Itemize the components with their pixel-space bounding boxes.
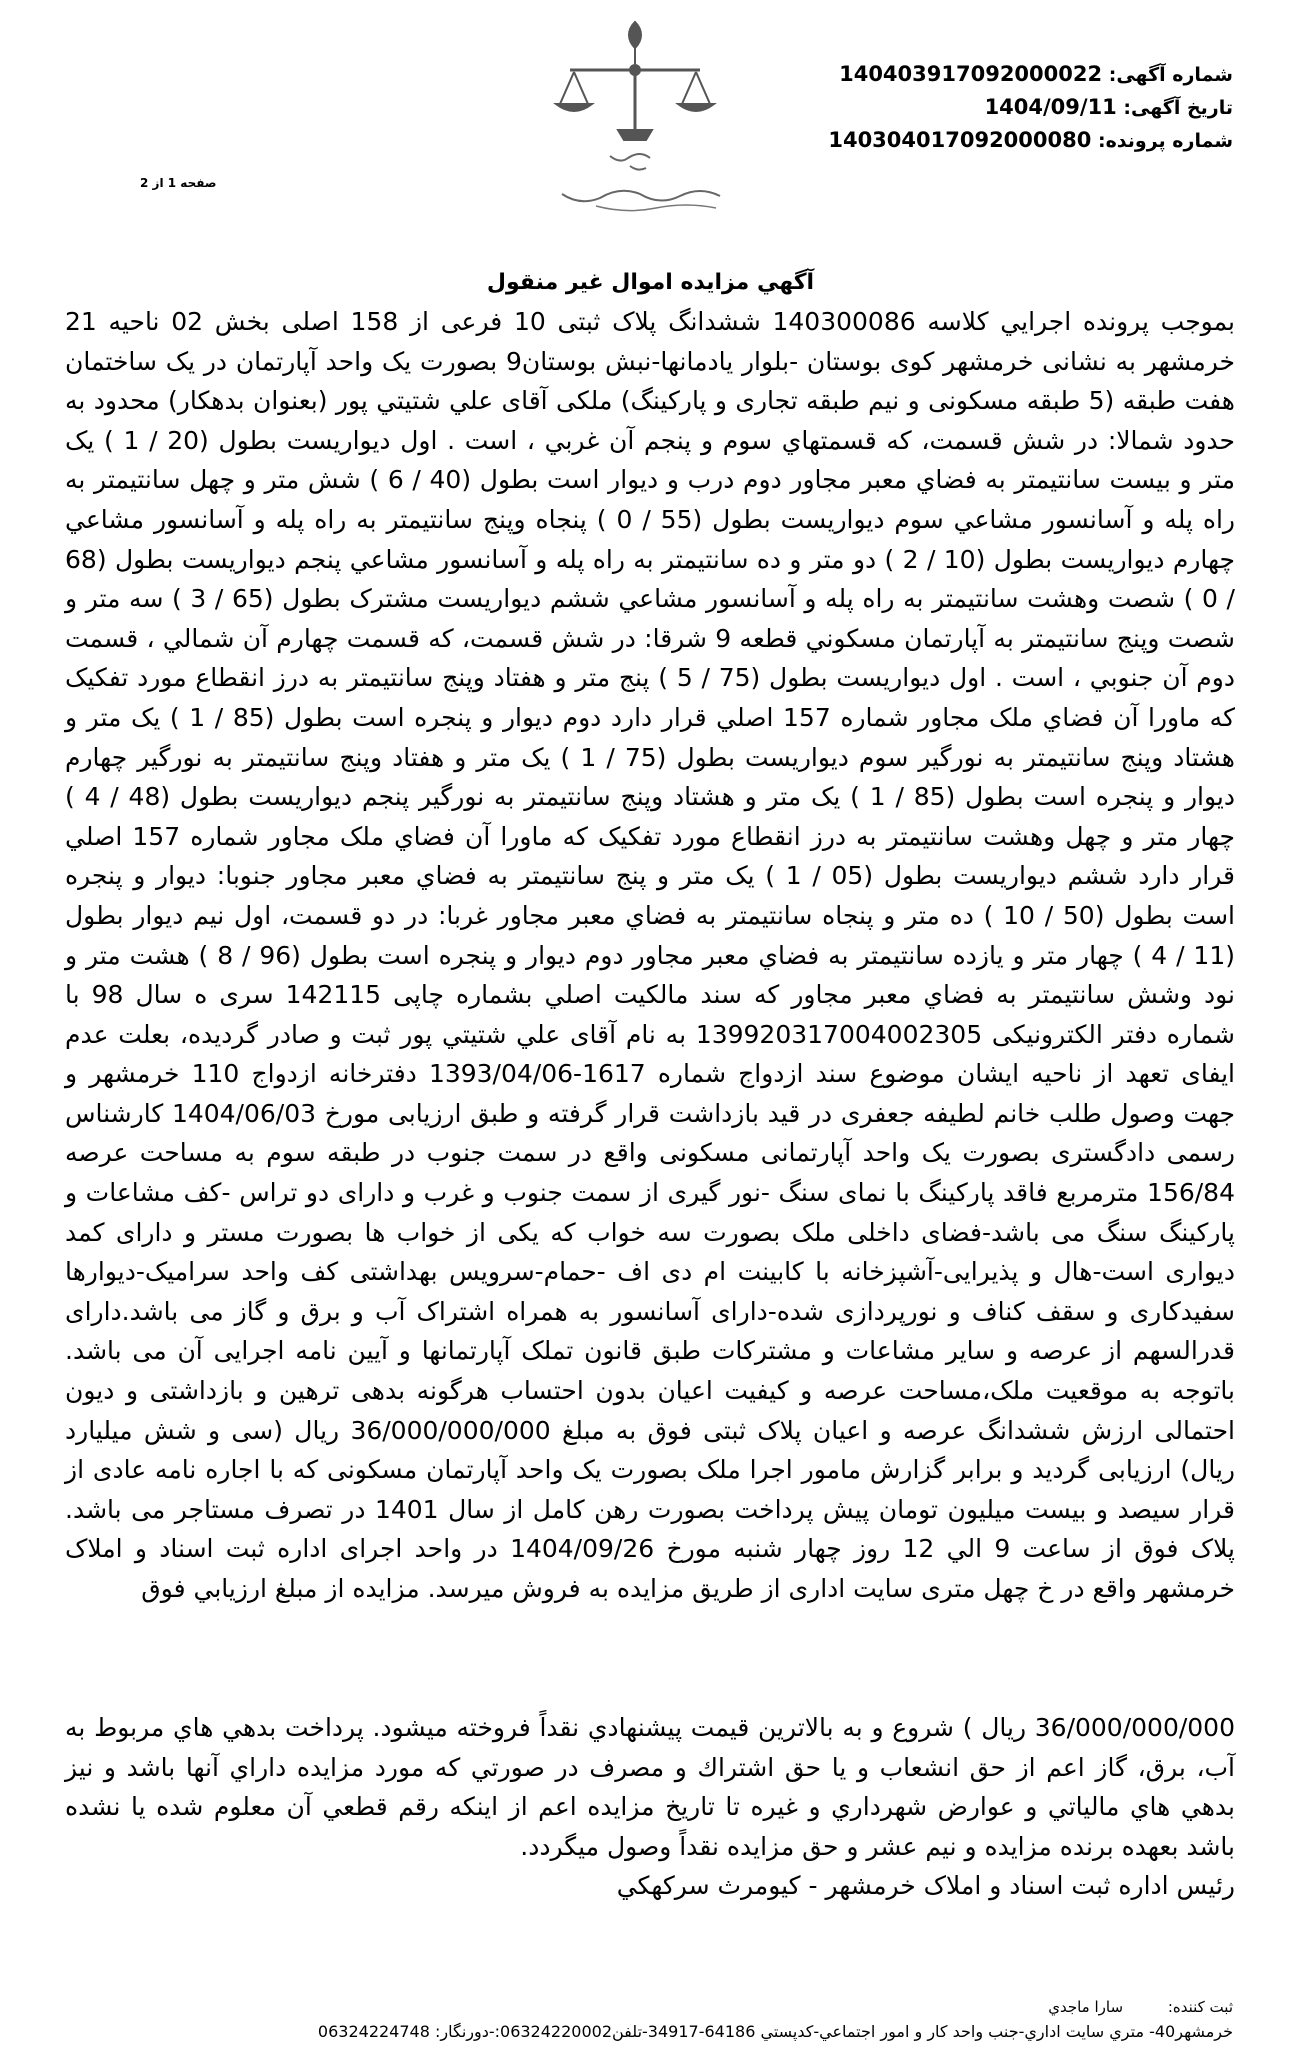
ad-number-label: شماره آگهی:	[1108, 64, 1233, 86]
case-number: 140304017092000080	[828, 128, 1092, 152]
registrar-name: سارا ماجدي	[1048, 1998, 1124, 2016]
ad-number-row	[813, 58, 1233, 91]
ad-meta	[813, 58, 1233, 157]
page-number: صفحه 1 از 2	[140, 176, 217, 190]
registrar-label: ثبت کننده:	[1167, 1998, 1233, 2016]
signature-line: رئيس اداره ثبت اسناد و املاک خرمشهر - کیومرث سرکهکي	[616, 1871, 1235, 1901]
ad-date-label: تاریخ آگهی:	[1123, 97, 1233, 119]
registrar-row	[1048, 1998, 1233, 2016]
case-number-label: شماره پرونده:	[1097, 130, 1233, 152]
case-number-row	[813, 124, 1233, 157]
conditions-paragraph: 36/000/000/000 ريال ) شروع و به بالاترين قيمت پيشنهادي نقداً فروخته ميشود. پرداخت بدهي هاي مربوط به آب، برق، گاز اعم از حق انشعاب و يا حق اشتراك و مصرف در صورتي كه مورد مزايده داراي آنها باشد و نيز بدهي هاي مالياتي و عوارض شهرداري و غيره تا تاريخ مزايده اعم از اينكه رقم قطعي آن معلوم شده يا نشده باشد بعهده برنده مزايده و نيم عشر و حق مزايده نقداً وصول ميگردد.	[65, 1713, 1235, 1861]
office-address: خرمشهر40- متري سايت اداري-جنب واحد كار و امور اجتماعي-كدپستي 64186-34917-تلفن06324220002:-دورنگار: 06324224748	[317, 2022, 1233, 2041]
ad-date-row	[813, 91, 1233, 124]
ad-number: 140403917092000022	[839, 62, 1103, 86]
judiciary-emblem-logo	[530, 18, 740, 218]
ad-date: 1404/09/11	[984, 95, 1117, 119]
auction-body-text: بموجب پرونده اجرايي كلاسه 140300086 ششدانگ پلاک ثبتی 10 فرعی از 158 اصلی بخش 02 ناحیه 21 خرمشهر به نشانی خرمشهر کوی بوستان -بلوار یادمانها-نبش بوستان9 بصورت یک واحد آپارتمان در یک ساختمان هفت طبقه (5 طبقه مسکونی و نیم طبقه تجاری و پارکینگ) ملكی آقای علي شتيتي پور (بعنوان بدهکار) محدود به حدود شمالا: در شش قسمت، كه قسمتهاي سوم و پنجم آن غربي ، است . اول ديواريست بطول (20 / 1 ) يک متر و بيست سانتيمتر به فضاي معبر مجاور دوم درب و ديوار است بطول (40 / 6 ) شش متر و چهل سانتيمتر به راه پله و آسانسور مشاعي سوم ديواريست بطول (55 / 0 ) پنجاه وپنج سانتيمتر به راه پله و آسانسور مشاعي چهارم ديواريست بطول (10 / 2 ) دو متر و ده سانتيمتر به راه پله و آسانسور مشاعي پنجم ديواريست بطول (68 / 0 ) شصت وهشت سانتيمتر به راه پله و آسانسور مشاعي ششم ديواريست مشترک بطول (65 / 3 ) سه متر و شصت وپنج سانتيمتر به آپارتمان مسكوني قطعه 9 شرقا: در شش قسمت، كه قسمت چهارم آن شمالي ، قسمت دوم آن جنوبي ، است . اول ديواريست بطول (75 / 5 ) پنج متر و هفتاد وپنج سانتيمتر به درز انقطاع مورد تفكيک كه ماورا آن فضاي ملک مجاور شماره 157 اصلي قرار دارد دوم ديوار و پنجره است بطول (85 / 1 ) يک متر و هشتاد وپنج سانتيمتر به نورگير سوم ديواريست بطول (75 / 1 ) يک متر و هفتاد وپنج سانتيمتر به نورگير چهارم ديوار و پنجره است بطول (85 / 1 ) يک متر و هشتاد وپنج سانتيمتر به نورگير پنجم ديواريست بطول (48 / 4 ) چهار متر و چهل وهشت سانتيمتر به درز انقطاع مورد تفكيک كه ماورا آن فضاي ملک مجاور شماره 157 اصلي قرار دارد ششم ديواريست بطول (05 / 1 ) يک متر و پنج سانتيمتر به فضاي معبر مجاور جنوبا: ديوار و پنجره است بطول (50 / 10 ) ده متر و پنجاه سانتيمتر به فضاي معبر مجاور غربا: در دو قسمت، اول نيم ديوار بطول (11 / 4 ) چهار متر و يازده سانتيمتر به فضاي معبر مجاور دوم ديوار و پنجره است بطول (96 / 8 ) هشت متر و نود وشش سانتيمتر به فضاي معبر مجاور كه سند مالكيت اصلي بشماره چاپی 142115 سری ه سال 98 با شماره دفتر الکترونیکی 139920317004002305 به نام آقای علي شتيتي پور ثبت و صادر گرديده، بعلت عدم ایفای تعهد از ناحیه ایشان موضوع سند ازدواج شماره 1617-1393/04/06 دفترخانه ازدواج 110 خرمشهر و جهت وصول طلب خانم لطیفه جعفری در قید بازداشت قرار گرفته و طبق ارزیابی مورخ 1404/06/03 کارشناس رسمی دادگستری بصورت یک واحد آپارتمانی مسکونی واقع در سمت جنوب در طبقه سوم به مساحت عرصه 156/84 مترمربع فاقد پارکینگ با نمای سنگ -نور گیری از سمت جنوب و غرب و دارای دو تراس -کف مشاعات و پارکینگ سنگ می باشد-فضای داخلی ملک بصورت سه خواب که یکی از خواب ها بصورت مستر و دارای کمد دیواری است-هال و پذیرایی-آشپزخانه با کابینت ام دی اف -حمام-سرویس بهداشتی کف واحد سرامیک-دیوارها سفیدکاری و سقف کناف و نورپردازی شده-دارای آسانسور به همراه اشتراک آب و برق و گاز می باشد.دارای قدرالسهم از عرصه و سایر مشاعات و مشترکات طبق قانون تملک آپارتمانها و آیین نامه اجرایی آن می باشد. باتوجه به موقعیت ملک،مساحت عرصه و کیفیت اعیان بدون احتساب هرگونه بدهی ترهین و بازداشتی و دیون احتمالی ارزش ششدانگ عرصه و اعیان پلاک ثبتی فوق به مبلغ 36/000/000/000 ریال (سی و شش میلیارد ریال) ارزیابی گردید و برابر گزارش مامور اجرا ملک بصورت یک واحد آپارتمان مسکونی که با اجاره نامه عادی از قرار سیصد و بیست میلیون تومان پیش پرداخت بصورت رهن کامل از سال 1401 در تصرف مستاجر می باشد. پلاک فوق از ساعت 9 الي 12 روز چهار شنبه مورخ 1404/09/26 در واحد اجرای اداره ثبت اسناد و املاک خرمشهر واقع در خ چهل متری سایت اداری از طريق مزايده به فروش ميرسد. مزايده از مبلغ ارزيابي فوق	[65, 307, 1236, 1603]
auction-conditions-text	[65, 1708, 1235, 1906]
document-title: آگهي مزايده اموال غير منقول	[486, 270, 815, 295]
